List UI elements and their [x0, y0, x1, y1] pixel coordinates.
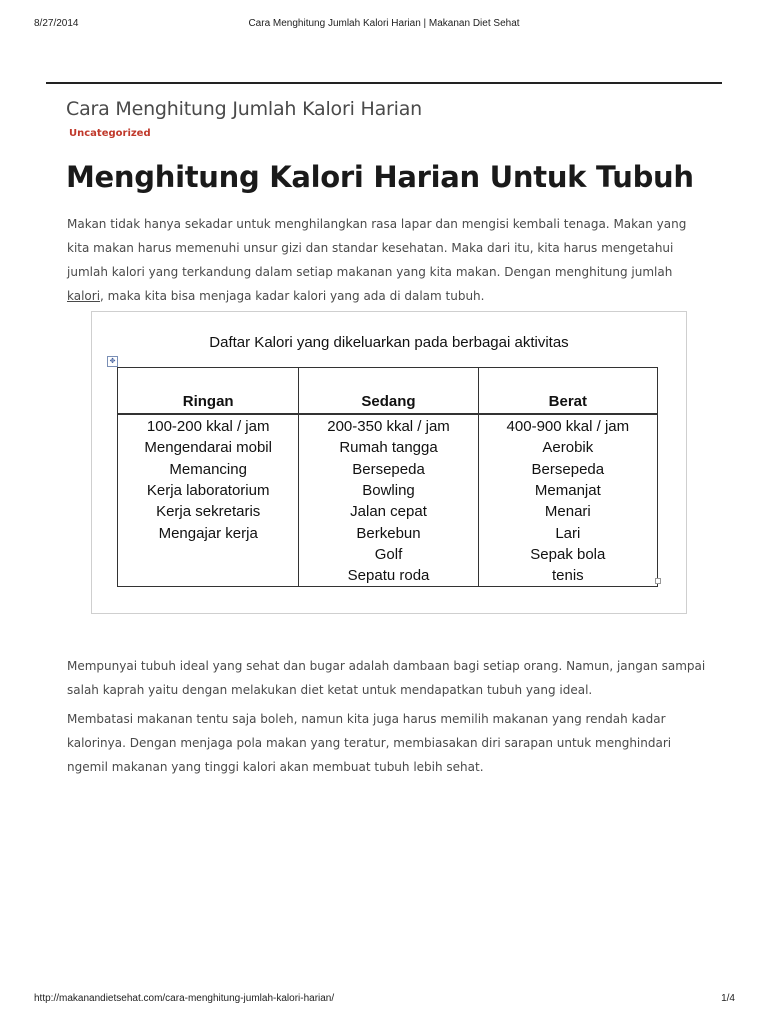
table-row	[118, 414, 658, 437]
table-row	[118, 544, 658, 565]
calorie-table-figure	[91, 311, 687, 614]
paragraph-ideal-body: Mempunyai tubuh ideal yang sehat dan bugar adalah dambaan bagi setiap orang. Namun, jangan sampai salah kaprah yaitu dengan melakukan diet ketat untuk mendapatkan tubuh yang ideal.	[67, 659, 706, 697]
table-cell	[118, 544, 299, 565]
calorie-table	[117, 367, 658, 587]
table-cell: Sepak bola	[478, 544, 657, 565]
table-cell: Menari	[478, 501, 657, 522]
table-cell: 400-900 kkal / jam	[478, 414, 657, 437]
table-cell: Golf	[299, 544, 478, 565]
table-row	[118, 522, 658, 543]
table-cell: Bersepeda	[299, 459, 478, 480]
table-cell: Aerobik	[478, 437, 657, 458]
header-divider	[46, 82, 722, 84]
post-title[interactable]: Cara Menghitung Jumlah Kalori Harian	[66, 98, 423, 120]
table-row	[118, 459, 658, 480]
table-cell: Memanjat	[478, 480, 657, 501]
table-resize-handle-icon	[655, 578, 661, 584]
table-cell: Berkebun	[299, 522, 478, 543]
table-cell: Jalan cepat	[299, 501, 478, 522]
page-url: http://makanandietsehat.com/cara-menghitung-jumlah-kalori-harian/	[34, 993, 335, 1004]
page-number: 1/4	[721, 993, 735, 1004]
table-cell: Sepatu roda	[299, 565, 478, 587]
table-cell: tenis	[478, 565, 657, 587]
table-row	[118, 480, 658, 501]
paragraph-diet-advice: Membatasi makanan tentu saja boleh, namun kita juga harus memilih makanan yang rendah kadar kalorinya. Dengan menjaga pola makan yang teratur, membiasakan diri sarapan untuk menghindari ngemil makanan yang tinggi kalori akan membuat tubuh lebih sehat.	[67, 712, 672, 774]
column-header-ringan: Ringan	[118, 368, 299, 415]
table-cell: 100-200 kkal / jam	[118, 414, 299, 437]
intro-paragraph	[67, 212, 707, 308]
table-body	[118, 414, 658, 587]
article-heading: Menghitung Kalori Harian Untuk Tubuh	[66, 160, 694, 194]
table-cell: Rumah tangga	[299, 437, 478, 458]
table-move-icon: ✥	[107, 356, 118, 367]
print-date: 8/27/2014	[34, 18, 79, 29]
table-row	[118, 565, 658, 587]
table-header-row	[118, 368, 658, 415]
intro-text-start: Makan tidak hanya sekadar untuk menghilangkan rasa lapar dan mengisi kembali tenaga. Makan yang kita makan harus memenuhi unsur gizi dan standar kesehatan. Maka dari itu, kita harus mengetahui jumlah kalori yang terkandung dalam setiap makanan yang kita makan. Dengan menghitung jumlah	[67, 217, 687, 279]
table-cell	[118, 565, 299, 587]
table-cell: Bowling	[299, 480, 478, 501]
intro-text-end: , maka kita bisa menjaga kadar kalori yang ada di dalam tubuh.	[100, 289, 485, 303]
table-cell: Mengendarai mobil	[118, 437, 299, 458]
table-row	[118, 501, 658, 522]
table-cell: Mengajar kerja	[118, 522, 299, 543]
print-page-title: Cara Menghitung Jumlah Kalori Harian | Makanan Diet Sehat	[248, 18, 520, 29]
category-link[interactable]: Uncategorized	[69, 128, 151, 139]
table-cell: Memancing	[118, 459, 299, 480]
table-cell: Lari	[478, 522, 657, 543]
kalori-link[interactable]: kalori	[67, 289, 101, 303]
table-cell: Kerja sekretaris	[118, 501, 299, 522]
table-row	[118, 437, 658, 458]
column-header-berat: Berat	[478, 368, 657, 415]
table-cell: Bersepeda	[478, 459, 657, 480]
column-header-sedang: Sedang	[299, 368, 478, 415]
table-cell: Kerja laboratorium	[118, 480, 299, 501]
figure-title: Daftar Kalori yang dikeluarkan pada berbagai aktivitas	[209, 334, 569, 351]
table-cell: 200-350 kkal / jam	[299, 414, 478, 437]
